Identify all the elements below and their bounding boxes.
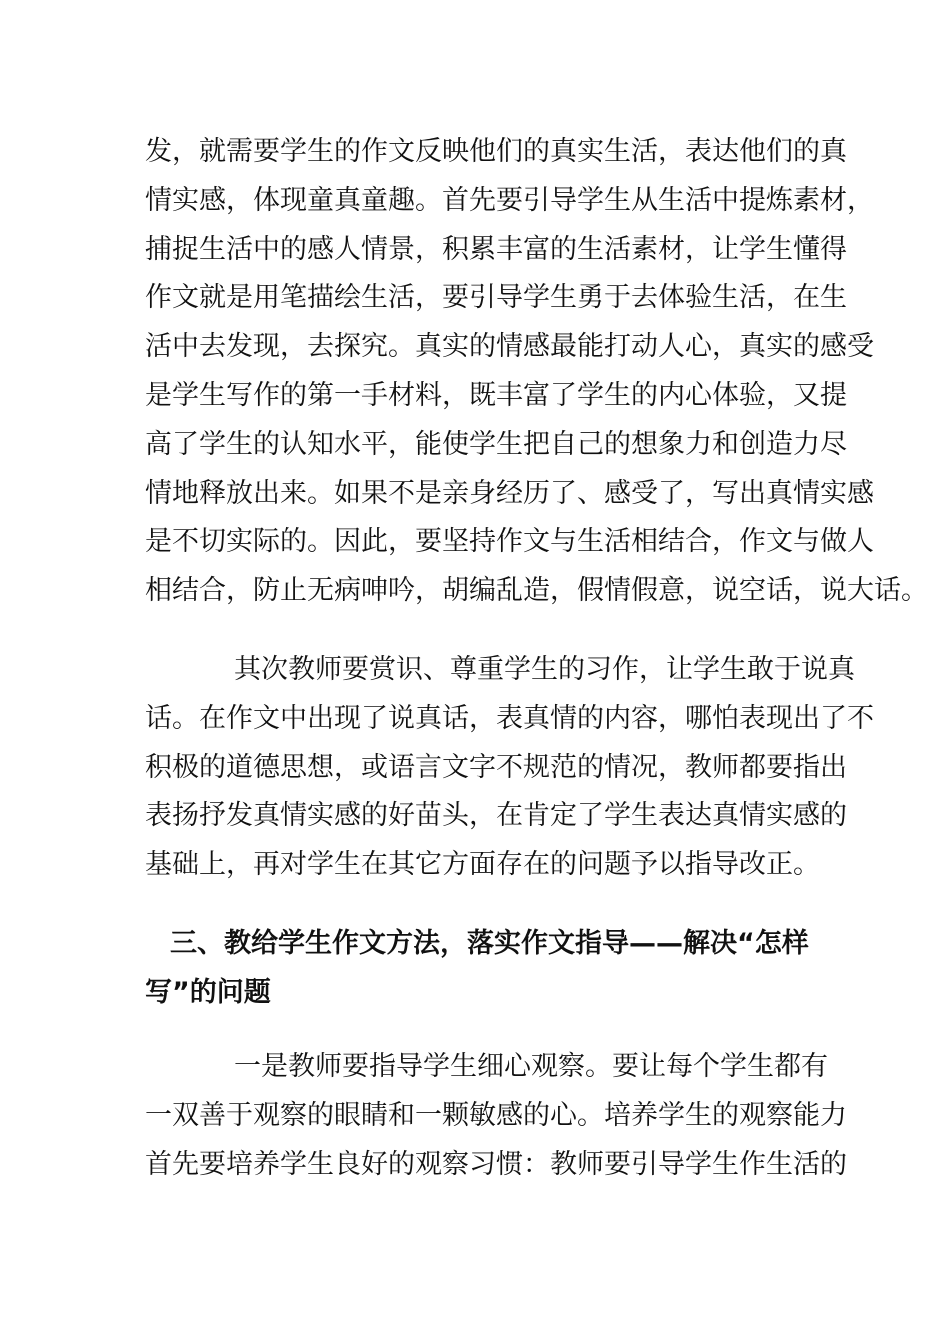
paragraph-line: 捕捉生活中的感人情景，积累丰富的生活素材，让学生懂得 <box>145 233 847 265</box>
paragraph-teacher-appreciation <box>145 646 874 890</box>
section-heading <box>145 919 825 1017</box>
paragraph-line: 一双善于观察的眼睛和一颗敏感的心。培养学生的观察能力 <box>145 1099 847 1131</box>
paragraph-observation <box>145 1043 847 1189</box>
heading-line: 写”的问题 <box>145 976 271 1008</box>
paragraph-life-writing <box>145 128 928 616</box>
paragraph-line: 发，就需要学生的作文反映他们的真实生活，表达他们的真 <box>145 136 847 167</box>
paragraph-line: 活中去发现，去探究。真实的情感最能打动人心，真实的感受 <box>145 331 874 363</box>
paragraph-line: 表扬抒发真情实感的好苗头，在肯定了学生表达真情实感的 <box>145 800 847 832</box>
paragraph-line: 首先要培养学生良好的观察习惯：教师要引导学生作生活的 <box>145 1148 847 1180</box>
paragraph-line: 话。在作文中出现了说真话，表真情的内容，哪怕表现出了不 <box>145 702 874 734</box>
paragraph-line: 其次教师要赏识、尊重学生的习作，让学生敢于说真 <box>234 654 855 685</box>
paragraph-line: 基础上，再对学生在其它方面存在的问题予以指导改正。 <box>145 849 820 881</box>
paragraph-line: 情地释放出来。如果不是亲身经历了、感受了，写出真情实感 <box>145 477 874 509</box>
paragraph-line: 情实感，体现童真童趣。首先要引导学生从生活中提炼素材， <box>145 184 874 216</box>
paragraph-line: 高了学生的认知水平，能使学生把自己的想象力和创造力尽 <box>145 428 847 460</box>
paragraph-line: 是不切实际的。因此，要坚持作文与生活相结合，作文与做人 <box>145 526 874 558</box>
paragraph-line: 作文就是用笔描绘生活，要引导学生勇于去体验生活，在生 <box>145 282 847 314</box>
paragraph-line: 是学生写作的第一手材料，既丰富了学生的内心体验，又提 <box>145 379 847 411</box>
paragraph-line: 相结合，防止无病呻吟，胡编乱造，假情假意，说空话，说大话。 <box>145 575 928 607</box>
heading-line: 三、教给学生作文方法，落实作文指导——解决“怎样 <box>170 928 809 959</box>
paragraph-line: 一是教师要指导学生细心观察。要让每个学生都有 <box>234 1051 828 1082</box>
paragraph-line: 积极的道德思想，或语言文字不规范的情况，教师都要指出 <box>145 751 847 783</box>
